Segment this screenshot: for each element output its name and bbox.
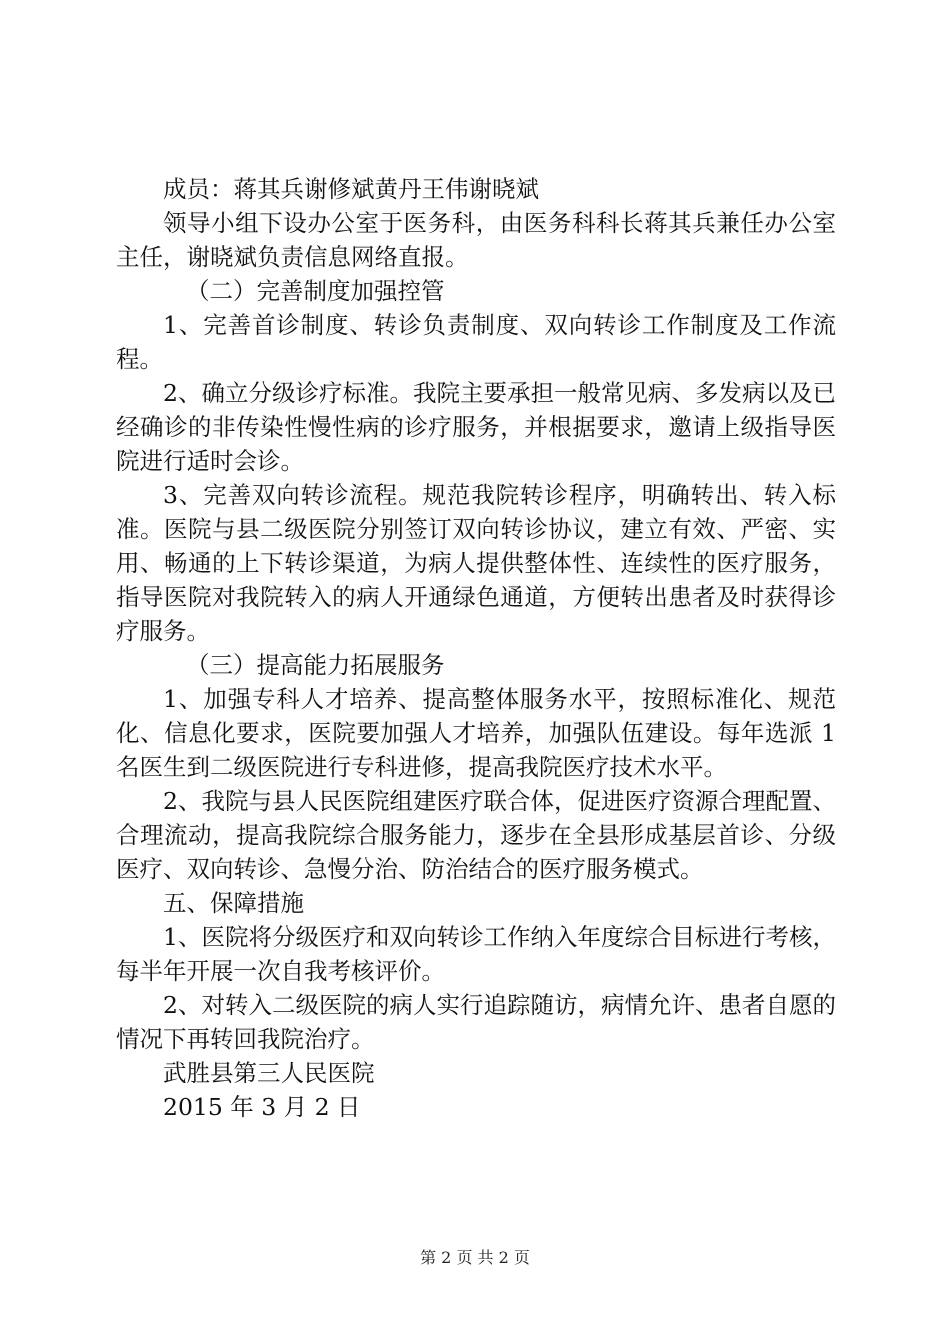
item-paragraph: 2、我院与县人民医院组建医疗联合体，促进医疗资源合理配置、合理流动，提高我院综合服务能力，逐步在全县形成基层首诊、分级医疗、双向转诊、急慢分治、防治结合的医疗服务模式。 [116, 787, 836, 883]
item-paragraph: 1、完善首诊制度、转诊负责制度、双向转诊工作制度及工作流程。 [116, 311, 836, 373]
item-paragraph: 3、完善双向转诊流程。规范我院转诊程序，明确转出、转入标准。医院与县二级医院分别签订双向转诊协议，建立有效、严密、实用、畅通的上下转诊渠道，为病人提供整体性、连续性的医疗服务，指导医院对我院转入的病人开通绿色通道，方便转出患者及时获得诊疗服务。 [116, 481, 836, 645]
members-line: 成员：蒋其兵谢修斌黄丹王伟谢晓斌 [163, 175, 539, 203]
item-paragraph: 2、对转入二级医院的病人实行追踪随访，病情允许、患者自愿的情况下再转回我院治疗。 [116, 991, 836, 1053]
item-paragraph: 1、加强专科人才培养、提高整体服务水平，按照标准化、规范化、信息化要求，医院要加强人才培养，加强队伍建设。每年选派 1 名医生到二级医院进行专科进修，提高我院医疗技术水平。 [116, 685, 836, 781]
item-paragraph: 2、确立分级诊疗标准。我院主要承担一般常见病、多发病以及已经确诊的非传染性慢性病的诊疗服务，并根据要求，邀请上级指导医院进行适时会诊。 [116, 379, 836, 475]
signature-date: 2015 年 3 月 2 日 [163, 1093, 361, 1121]
item-paragraph: 1、医院将分级医疗和双向转诊工作纳入年度综合目标进行考核，每半年开展一次自我考核评价。 [116, 923, 836, 985]
section-heading-2: （二）完善制度加强控管 [186, 277, 445, 305]
page-number-footer: 第 2 页 共 2 页 [420, 1248, 530, 1267]
office-paragraph: 领导小组下设办公室于医务科，由医务科科长蒋其兵兼任办公室主任，谢晓斌负责信息网络直报。 [116, 209, 836, 271]
signature-organization: 武胜县第三人民医院 [163, 1059, 375, 1087]
section-heading-5: 五、保障措施 [163, 889, 304, 917]
document-body [116, 172, 836, 1124]
section-heading-3: （三）提高能力拓展服务 [186, 651, 445, 679]
